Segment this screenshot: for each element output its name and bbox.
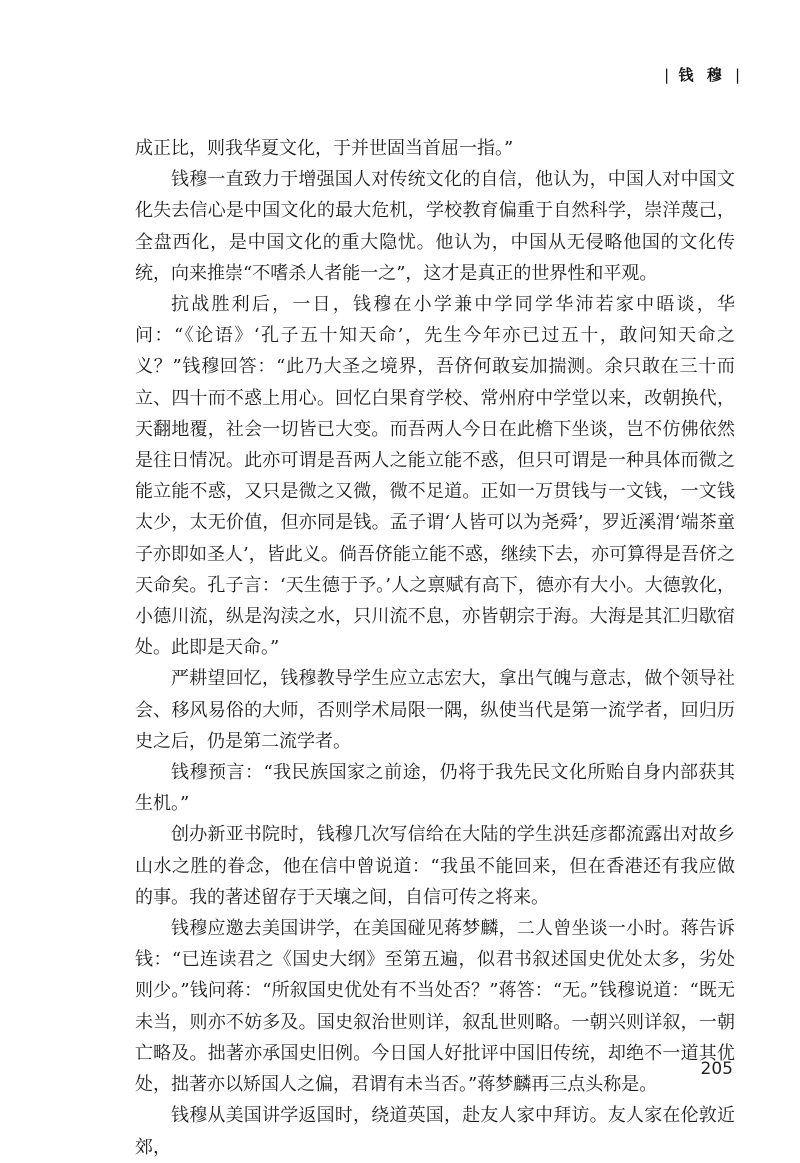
header-title: 钱 穆 [678,66,726,84]
header-bar-right: | [734,66,740,84]
paragraph: 钱穆预言：“我民族国家之前途，仍将于我先民文化所贻自身内部获其生机。” [135,762,735,815]
paragraph: 钱穆一直致力于增强国人对传统文化的自信，他认为，中国人对中国文化失去信心是中国文化的最大危机，学校教育偏重于自然科学，崇洋蔑己，全盘西化，是中国文化的重大隐忧。他认为，中国从无侵略他国的文化传统，向来推崇“不嗜杀人者能一之”，这才是真正的世界性和平观。 [135,169,735,284]
paragraph: 抗战胜利后，一日，钱穆在小学兼中学同学华沛若家中晤谈，华问：“《论语》‘孔子五十知天命’，先生今年亦已过五十，敢问知天命之义？”钱穆回答：“此乃大圣之境界，吾侪何敢妄加揣测。余只敢在三十而立、四十而不惑上用心。回忆白果育学校、常州府中学堂以来，改朝换代，天翻地覆，社会一切皆已大变。而吾两人今日在此檐下坐谈，岂不仿佛依然是往日情况。此亦可谓是吾两人之能立能不惑，但只可谓是一种具体而微之能立能不惑，又只是微之又微，微不足道。正如一万贯钱与一文钱，一文钱太少，太无价值，但亦同是钱。孟子谓‘人皆可以为尧舜’，罗近溪渭‘端茶童子亦即如圣人’，皆此义。倘吾侪能立能不惑，继续下去，亦可算得是吾侪之天命矣。孔子言：‘天生德于予。’人之禀赋有高下，德亦有大小。大德敦化，小德川流，纵是沟渎之水，只川流不息，亦皆朝宗于海。大海是其汇归歇宿处。此即是天命。” [135,294,735,659]
page-body [135,133,735,1163]
paragraph: 钱穆从美国讲学返国时，绕道英国，赴友人家中拜访。友人家在伦敦近郊， [135,1105,735,1158]
page-number: 205 [700,1059,733,1079]
paragraph: 严耕望回忆，钱穆教导学生应立志宏大，拿出气魄与意志，做个领导社会、移风易俗的大师，否则学术局限一隅，纵使当代是第一流学者，回归历史之后，仍是第二流学者。 [135,668,735,752]
paragraph: 创办新亚书院时，钱穆几次写信给在大陆的学生洪廷彦都流露出对故乡山水之胜的眷念，他在信中曾说道：“我虽不能回来，但在香港还有我应做的事。我的著述留存于天壤之间，自信可传之将来。 [135,824,735,908]
paragraph-continuation: 成正比，则我华夏文化，于并世固当首屈一指。” [135,138,514,159]
header-bar-left: | [664,66,670,84]
paragraph: 钱穆应邀去美国讲学，在美国碰见蒋梦麟，二人曾坐谈一小时。蒋告诉钱：“已连读君之《国史大纲》至第五遍，似君书叙述国史优处太多，劣处则少。”钱问蒋：“所叙国史优处有不当处否？”蒋答：“无。”钱穆说道：“既无未当，则亦不妨多及。国史叙治世则详，叙乱世则略。一朝兴则详叙，一朝亡略及。拙著亦承国史旧例。今日国人好批评中国旧传统，却绝不一道其优处，拙著亦以矫国人之偏，君谓有未当否。”蒋梦麟再三点头称是。 [135,918,735,1096]
running-header [664,64,740,85]
